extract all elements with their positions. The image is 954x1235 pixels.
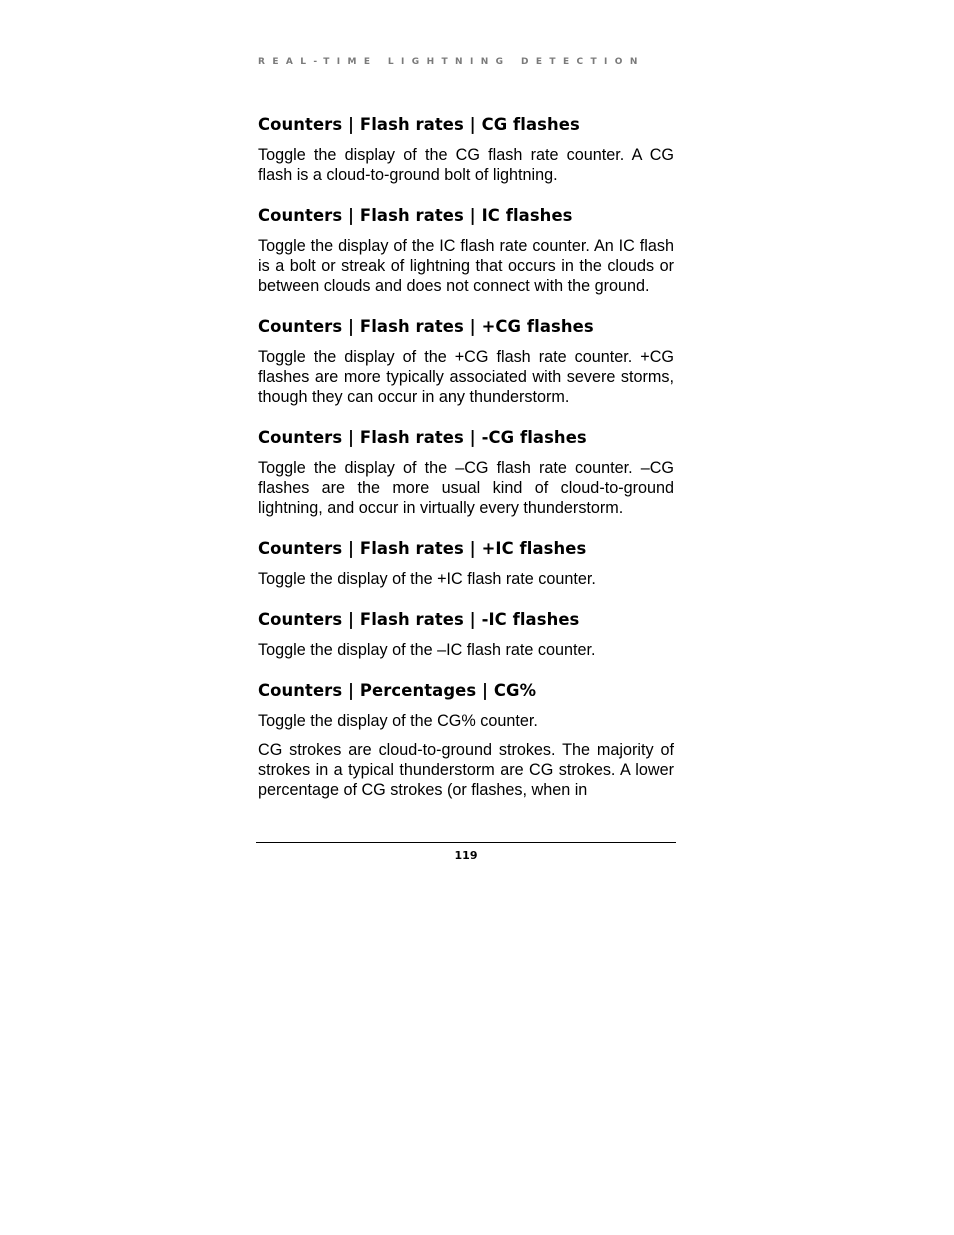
section-paragraph: Toggle the display of the –CG flash rate counter. –CG flashes are the more usual kind of cloud-to-ground lightning, and occur in virtually every thunderstorm.: [258, 459, 674, 517]
section-ic-flashes: [258, 205, 674, 296]
section-heading: Counters | Percentages | CG%: [258, 681, 537, 700]
section-negative-ic-flashes: [258, 609, 674, 660]
section-paragraph: Toggle the display of the CG flash rate counter. A CG flash is a cloud-to-ground bolt of lightning.: [258, 146, 674, 184]
section-heading: Counters | Flash rates | -CG flashes: [258, 428, 587, 447]
section-paragraph: CG strokes are cloud-to-ground strokes. The majority of strokes in a typical thunderstorm are CG strokes. A lower percentage of CG strokes (or flashes, when in: [258, 741, 674, 799]
section-heading: Counters | Flash rates | -IC flashes: [258, 610, 580, 629]
section-paragraph: Toggle the display of the CG% counter.: [258, 712, 538, 730]
section-heading: Counters | Flash rates | +CG flashes: [258, 317, 594, 336]
section-paragraph: Toggle the display of the –IC flash rate counter.: [258, 641, 596, 659]
section-paragraph: Toggle the display of the IC flash rate counter. An IC flash is a bolt or streak of lightning that occurs in the clouds or between clouds and does not connect with the ground.: [258, 237, 674, 295]
running-header: REAL-TIME LIGHTNING DETECTION: [258, 57, 645, 67]
footer-divider: [256, 842, 676, 843]
section-positive-cg-flashes: [258, 316, 674, 407]
section-heading: Counters | Flash rates | CG flashes: [258, 115, 580, 134]
section-positive-ic-flashes: [258, 538, 674, 589]
section-negative-cg-flashes: [258, 427, 674, 518]
section-cg-percentage: [258, 680, 674, 800]
section-cg-flashes: [258, 114, 674, 185]
section-paragraph: Toggle the display of the +IC flash rate counter.: [258, 570, 596, 588]
section-heading: Counters | Flash rates | +IC flashes: [258, 539, 587, 558]
page-number: 119: [454, 849, 478, 862]
section-paragraph: Toggle the display of the +CG flash rate counter. +CG flashes are more typically associated with severe storms, though they can occur in any thunderstorm.: [258, 348, 674, 406]
section-heading: Counters | Flash rates | IC flashes: [258, 206, 573, 225]
document-body: [258, 114, 674, 820]
